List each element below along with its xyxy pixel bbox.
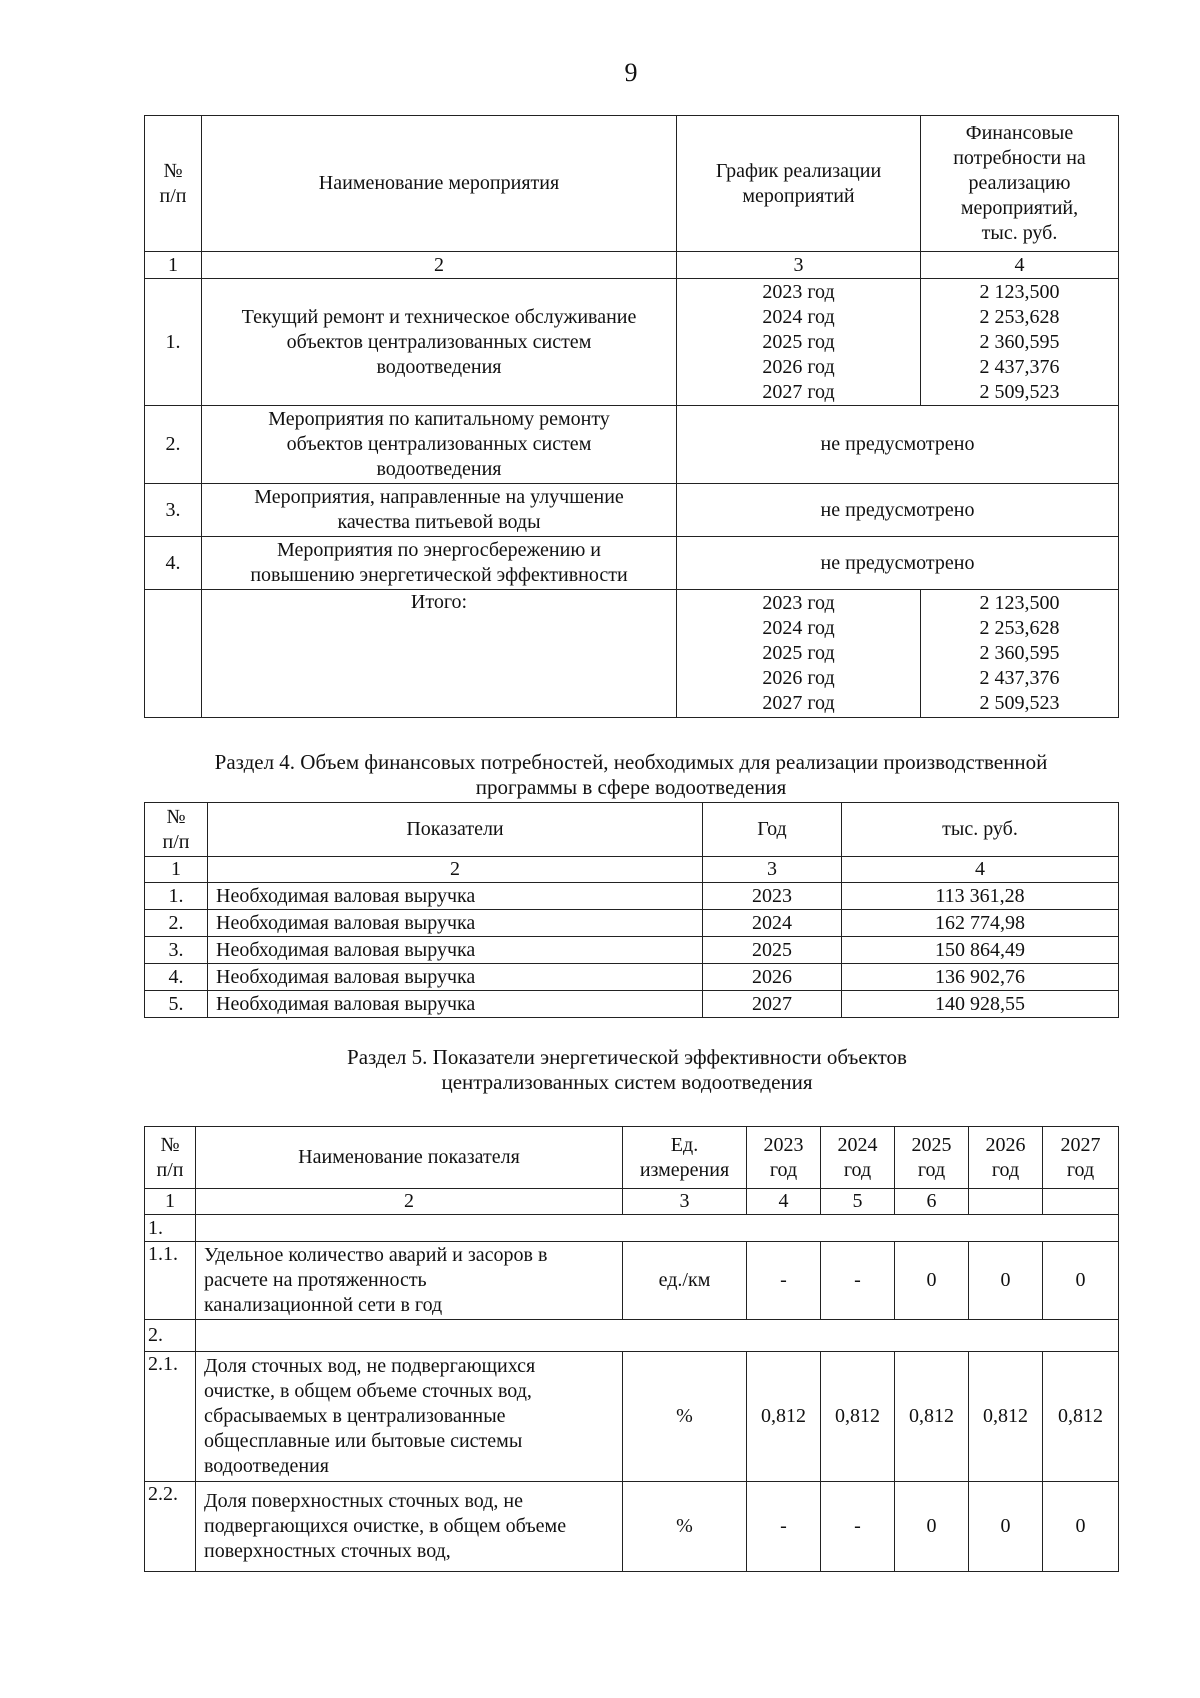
value-cell: 136 902,76	[842, 964, 1119, 991]
value-cell: 150 864,49	[842, 937, 1119, 964]
group-row	[145, 1215, 1119, 1242]
row-number: 5.	[145, 991, 208, 1018]
header-cell: Финансовые потребности на реализацию мероприятий, тыс. руб.	[921, 116, 1119, 252]
column-number	[1043, 1189, 1119, 1215]
indicator-name: Необходимая валовая выручка	[208, 964, 703, 991]
table-row	[145, 484, 1119, 537]
header-cell: Ед. измерения	[623, 1127, 747, 1189]
group-row	[145, 1320, 1119, 1352]
value-cell: 0,812	[821, 1352, 895, 1482]
table-row	[145, 1482, 1119, 1572]
column-number: 1	[145, 1189, 196, 1215]
schedule-years: 2023 год 2024 год 2025 год 2026 год 2027 год	[677, 590, 921, 718]
table-row	[145, 1352, 1119, 1482]
group-empty-cell	[196, 1320, 1119, 1352]
header-cell: тыс. руб.	[842, 803, 1119, 857]
measure-name: Мероприятия по энергосбережению и повышению энергетической эффективности	[202, 537, 677, 590]
value-cell: 140 928,55	[842, 991, 1119, 1018]
table-row	[145, 937, 1119, 964]
row-number: 2.	[145, 910, 208, 937]
year-cell: 2025	[703, 937, 842, 964]
row-number: 4.	[145, 537, 202, 590]
section4-title: Раздел 4. Объем финансовых потребностей, необходимых для реализации производственной программы в сфере водоотведения	[214, 750, 1048, 799]
row-number: 2.	[145, 406, 202, 484]
row-number: 3.	[145, 937, 208, 964]
indicator-name: Необходимая валовая выручка	[208, 883, 703, 910]
column-number: 1	[145, 857, 208, 883]
indicator-name: Необходимая валовая выручка	[208, 937, 703, 964]
value-cell: 0,812	[747, 1352, 821, 1482]
value-cell: -	[821, 1482, 895, 1572]
group-number: 2.	[145, 1320, 196, 1352]
column-number: 3	[623, 1189, 747, 1215]
indicator-name: Необходимая валовая выручка	[208, 910, 703, 937]
revenue-table	[144, 802, 1119, 1018]
row-number: 3.	[145, 484, 202, 537]
header-cell: 2024 год	[821, 1127, 895, 1189]
row-number: 1.	[145, 279, 202, 406]
column-number: 4	[747, 1189, 821, 1215]
header-cell: 2027 год	[1043, 1127, 1119, 1189]
row-number: 1.	[145, 883, 208, 910]
measure-name: Мероприятия по капитальному ремонту объектов централизованных систем водоотведения	[202, 406, 677, 484]
column-number: 4	[921, 252, 1119, 279]
value-cell: 0	[1043, 1482, 1119, 1572]
unit-cell: %	[623, 1352, 747, 1482]
header-cell: № п/п	[145, 803, 208, 857]
page-number: 9	[624, 58, 638, 87]
value-cell: 162 774,98	[842, 910, 1119, 937]
value-cell: 0	[969, 1482, 1043, 1572]
header-cell: 2026 год	[969, 1127, 1043, 1189]
year-cell: 2024	[703, 910, 842, 937]
value-cell: 0	[895, 1482, 969, 1572]
measures-financing-table	[144, 115, 1119, 718]
year-cell: 2023	[703, 883, 842, 910]
table-row	[145, 964, 1119, 991]
not-provided-value: не предусмотрено	[677, 406, 1119, 484]
section4-numbering-row	[145, 857, 1119, 883]
column-number	[969, 1189, 1043, 1215]
unit-cell: %	[623, 1482, 747, 1572]
value-cell: 0,812	[969, 1352, 1043, 1482]
column-number: 6	[895, 1189, 969, 1215]
header-cell: 2023 год	[747, 1127, 821, 1189]
header-cell: Наименование показателя	[196, 1127, 623, 1189]
table-row	[145, 537, 1119, 590]
header-cell: Показатели	[208, 803, 703, 857]
not-provided-value: не предусмотрено	[677, 484, 1119, 537]
value-cell: 0	[895, 1242, 969, 1320]
row-number: 1.1.	[145, 1242, 196, 1320]
row-number: 2.1.	[145, 1352, 196, 1482]
total-label: Итого:	[202, 590, 677, 718]
table-row	[145, 883, 1119, 910]
value-cell: 0	[1043, 1242, 1119, 1320]
column-number: 4	[842, 857, 1119, 883]
column-number: 3	[703, 857, 842, 883]
indicator-name: Доля сточных вод, не подвергающихся очистке, в общем объеме сточных вод, сбрасываемых в централизованные общесплавные или бытовые системы водоотведения	[196, 1352, 623, 1482]
financing-amounts: 2 123,500 2 253,628 2 360,595 2 437,376 2 509,523	[921, 590, 1119, 718]
column-number: 2	[202, 252, 677, 279]
column-number: 2	[208, 857, 703, 883]
column-number: 2	[196, 1189, 623, 1215]
table-row	[145, 1242, 1119, 1320]
column-number: 5	[821, 1189, 895, 1215]
table-row	[145, 406, 1119, 484]
column-number: 3	[677, 252, 921, 279]
table-row	[145, 279, 1119, 406]
value-cell: 113 361,28	[842, 883, 1119, 910]
header-cell: Год	[703, 803, 842, 857]
schedule-years: 2023 год 2024 год 2025 год 2026 год 2027 год	[677, 279, 921, 406]
table1-header-row	[145, 116, 1119, 252]
table-row	[145, 991, 1119, 1018]
group-empty-cell	[196, 1215, 1119, 1242]
header-cell: Наименование мероприятия	[202, 116, 677, 252]
row-number: 2.2.	[145, 1482, 196, 1572]
value-cell: -	[821, 1242, 895, 1320]
table-row	[145, 910, 1119, 937]
section4-header-row	[145, 803, 1119, 857]
header-cell: 2025 год	[895, 1127, 969, 1189]
empty-cell	[145, 590, 202, 718]
value-cell: -	[747, 1242, 821, 1320]
value-cell: 0,812	[895, 1352, 969, 1482]
section5-numbering-row	[145, 1189, 1119, 1215]
value-cell: 0,812	[1043, 1352, 1119, 1482]
value-cell: -	[747, 1482, 821, 1572]
not-provided-value: не предусмотрено	[677, 537, 1119, 590]
section5-header-row	[145, 1127, 1119, 1189]
value-cell: 0	[969, 1242, 1043, 1320]
year-cell: 2027	[703, 991, 842, 1018]
row-number: 4.	[145, 964, 208, 991]
indicator-name: Удельное количество аварий и засоров в расчете на протяженность канализационной сети в год	[196, 1242, 623, 1320]
header-cell: График реализации мероприятий	[677, 116, 921, 252]
year-cell: 2026	[703, 964, 842, 991]
indicator-name: Доля поверхностных сточных вод, не подвергающихся очистке, в общем объеме поверхностных сточных вод,	[196, 1482, 623, 1572]
section5-title: Раздел 5. Показатели энергетической эффективности объектов централизованных систем водоотведения	[347, 1045, 907, 1094]
header-cell: № п/п	[145, 116, 202, 252]
group-number: 1.	[145, 1215, 196, 1242]
energy-efficiency-table	[144, 1126, 1119, 1572]
measure-name: Текущий ремонт и техническое обслуживание объектов централизованных систем водоотведения	[202, 279, 677, 406]
header-cell: № п/п	[145, 1127, 196, 1189]
column-number: 1	[145, 252, 202, 279]
indicator-name: Необходимая валовая выручка	[208, 991, 703, 1018]
total-row	[145, 590, 1119, 718]
measure-name: Мероприятия, направленные на улучшение качества питьевой воды	[202, 484, 677, 537]
financing-amounts: 2 123,500 2 253,628 2 360,595 2 437,376 2 509,523	[921, 279, 1119, 406]
table1-numbering-row	[145, 252, 1119, 279]
unit-cell: ед./км	[623, 1242, 747, 1320]
